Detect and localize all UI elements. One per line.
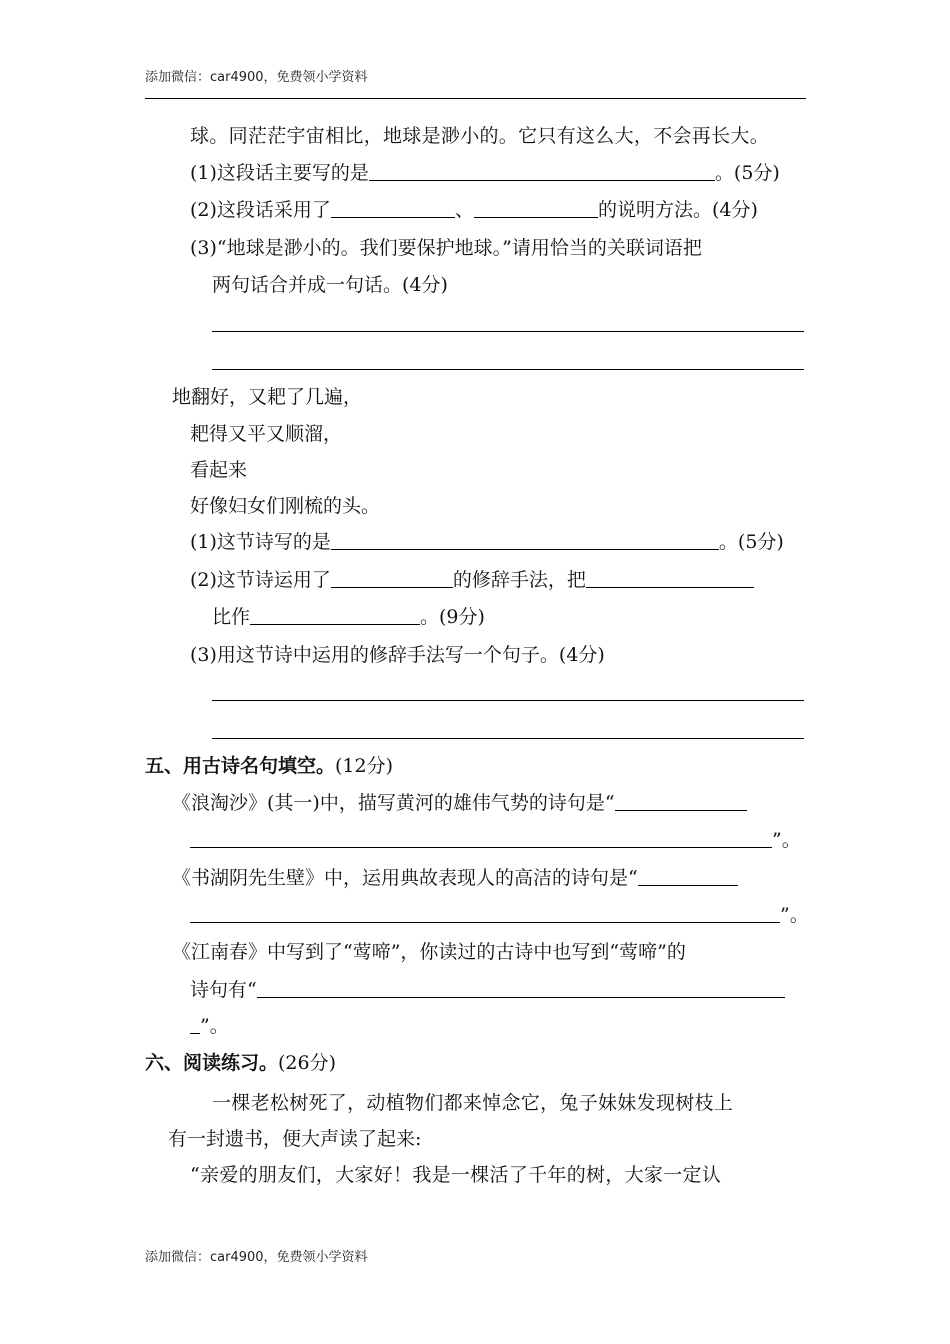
- p1-q3-answer-line-1[interactable]: [212, 331, 804, 332]
- section-5-heading: [145, 754, 393, 778]
- poem-q1-score: 。(5分): [718, 531, 784, 553]
- p1-q3-line2: 两句话合并成一句话。(4分): [212, 274, 448, 296]
- s5-q2-blank-a[interactable]: [638, 867, 738, 886]
- s6-paragraph-2-line-1: “亲爱的朋友们，大家好！我是一棵活了千年的树，大家一定认: [190, 1164, 722, 1186]
- poem-q2-score: 。(9分): [420, 606, 485, 628]
- section-5-score: (12分): [335, 755, 394, 777]
- poem-q2-blank-2[interactable]: [586, 569, 754, 588]
- s5-q3-blank-b[interactable]: [190, 1015, 200, 1034]
- poem-q1-text: (1)这节诗写的是: [190, 531, 331, 553]
- p1-question-1: [190, 161, 780, 185]
- s6-paragraph-1-line-1: 一棵老松树死了，动植物们都来悼念它，兔子妹妹发现树枝上: [212, 1092, 734, 1114]
- footer-watermark: 添加微信：car4900，免费领小学资料: [145, 1250, 368, 1265]
- section-6-title: 六、阅读练习。: [145, 1052, 279, 1074]
- poem-q1-blank[interactable]: [331, 531, 719, 550]
- poem-question-3: (3)用这节诗中运用的修辞手法写一个句子。(4分): [190, 644, 605, 666]
- s6-paragraph-1-line-2: 有一封遗书，便大声读了起来:: [168, 1128, 422, 1150]
- s5-q1-line2: [190, 828, 801, 852]
- poem-q2-blank-1[interactable]: [331, 569, 453, 588]
- poem-line-1: 地翻好，又耙了几遍，: [172, 386, 363, 408]
- s5-q1-blank-a[interactable]: [615, 792, 747, 811]
- p1-q1-score: 。(5分): [714, 162, 780, 184]
- s5-q1-text: 《浪淘沙》(其一)中，描写黄河的雄伟气势的诗句是“: [172, 792, 615, 814]
- p1-q2-blank-1[interactable]: [331, 199, 455, 218]
- poem-line-3: 看起来: [190, 459, 248, 481]
- p1-q1-text: (1)这段话主要写的是: [190, 162, 369, 184]
- p1-q2-score: 的说明方法。(4分): [597, 199, 758, 221]
- s5-q1-blank-b[interactable]: [190, 829, 772, 848]
- poem-question-1: [190, 530, 784, 554]
- poem-q2-blank-3[interactable]: [250, 606, 420, 625]
- section-6-score: (26分): [278, 1052, 337, 1074]
- p1-q2-sep: 、: [454, 199, 474, 221]
- poem-q2-text: (2)这节诗运用了: [190, 569, 331, 591]
- p1-q1-blank[interactable]: [369, 162, 715, 181]
- section-6-heading: [145, 1051, 336, 1075]
- s5-q3-blank-a[interactable]: [257, 979, 785, 998]
- section-5-title: 五、用古诗名句填空。: [145, 755, 336, 777]
- poem-line-2: 耙得又平又顺溜，: [190, 423, 343, 445]
- s5-q2-text: 《书湖阴先生壁》中，运用典故表现人的高洁的诗句是“: [172, 867, 638, 889]
- poem-q3-answer-line-2[interactable]: [212, 738, 804, 739]
- header-rule: [145, 98, 806, 99]
- s5-q1-line1: [172, 791, 747, 815]
- p1-q2-text: (2)这段话采用了: [190, 199, 331, 221]
- s5-q2-end: ”。: [780, 904, 809, 926]
- s5-q2-line2: [190, 903, 809, 927]
- s5-q3-line1: 《江南春》中写到了“莺啼”，你读过的古诗中也写到“莺啼”的: [172, 941, 686, 963]
- s5-q3-line2: [190, 978, 785, 1002]
- s5-q2-line1: [172, 866, 738, 890]
- header-watermark: 添加微信：car4900，免费领小学资料: [145, 70, 368, 85]
- p1-q3-line1: (3)“地球是渺小的。我们要保护地球。”请用恰当的关联词语把: [190, 237, 702, 259]
- passage-tail: 球。同茫茫宇宙相比，地球是渺小的。它只有这么大，不会再长大。: [190, 125, 770, 147]
- p1-question-2: [190, 198, 758, 222]
- poem-q3-answer-line-1[interactable]: [212, 700, 804, 701]
- s5-q3-end: ”。: [200, 1015, 229, 1037]
- s5-q3-line3: [190, 1014, 229, 1038]
- p1-q2-blank-2[interactable]: [474, 199, 598, 218]
- poem-line-4: 好像妇女们刚梳的头。: [190, 495, 381, 517]
- p1-q3-answer-line-2[interactable]: [212, 369, 804, 370]
- poem-question-2-cont: [212, 605, 485, 629]
- s5-q3-text: 诗句有“: [190, 979, 257, 1001]
- poem-question-2: [190, 568, 754, 592]
- poem-q2-line2-text: 比作: [212, 606, 251, 628]
- poem-q2-mid: 的修辞手法，把: [452, 569, 586, 591]
- s5-q2-blank-b[interactable]: [190, 904, 780, 923]
- s5-q1-end: ”。: [772, 829, 801, 851]
